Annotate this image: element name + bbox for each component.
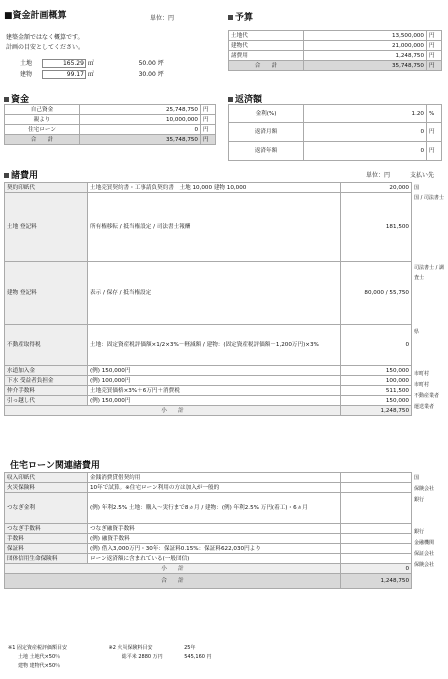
funds-value: 25,748,750 xyxy=(80,105,201,115)
building-sqm-input[interactable]: 99.17 xyxy=(42,70,86,79)
budget-title: 予算 xyxy=(228,10,253,23)
loan-title: 住宅ローン関連諸費用 xyxy=(10,461,100,471)
budget-label: 建物代 xyxy=(229,41,304,51)
misc-subtotal-label: 小 計 xyxy=(5,406,341,416)
grand-total-label: 合 計 xyxy=(5,574,341,589)
unit-label: 単位：円 xyxy=(150,15,175,22)
intro-line-2: 計画の目安としてください。 xyxy=(6,44,85,51)
budget-row: 土地代 13,500,000 円 xyxy=(229,31,442,41)
budget-label: 諸費用 xyxy=(229,51,304,61)
loan-payee-column: 国 保険会社 銀行 銀行 金融機関 保証会社 保険会社 xyxy=(414,475,435,568)
funds-value[interactable]: 10,000,000 xyxy=(80,115,201,125)
misc-table: 契約印紙代 土地売買契約書・工事請負契約書 土地 10,000 建物 10,000 20,000 土地 登記料 所有権移転 / 抵当権設定 / 司法書士報酬 181,500 建物 登記料 表示 / 保存 / 抵当権設定 80,000 / 55,750 不動産取得税 土地：固定資産税評価額×1/2×3%－軽減額 / 建物：(固定資産税評価額－1,200万円)×3% 0 水道加入金 (例) 150,000円 150,000 下水 受益者負担金 (例) 100,000円 100,000 仲介手数料 土地売買価格×3%＋6万円＋消費税 511,500 引っ越し代 (例) 150,000円 150,000 小 計 1,248,750 xyxy=(4,182,412,416)
repay-table: 金利(%) 1.20 % 返済月額 0 円 返済年額 0 円 xyxy=(228,104,442,161)
land-sqm-input[interactable]: 165.29 xyxy=(42,59,86,68)
budget-value[interactable]: 21,000,000 xyxy=(304,41,427,51)
building-label: 建物 xyxy=(20,71,33,78)
interest-rate-input[interactable]: 1.20 xyxy=(304,105,427,123)
budget-total-label: 合 計 xyxy=(229,61,304,71)
tsubo-unit: 坪 xyxy=(157,71,164,78)
funds-table: 自己資金 25,748,750 円 親より 10,000,000 円 住宅ローン 0 円 合 計 35,748,750 円 xyxy=(4,104,216,145)
misc-title: 諸費用 xyxy=(4,168,38,181)
building-tsubo: 30.00 xyxy=(138,71,156,78)
tsubo-unit: 坪 xyxy=(157,60,164,67)
budget-label: 土地代 xyxy=(229,31,304,41)
payee-column: 国 国 / 司法書士 司法書士 / 調査士 県 市町村 市町村 不動産業者 運送業者 xyxy=(414,185,444,410)
grand-total: 1,248,750 xyxy=(341,574,412,589)
funds-total-label: 合 計 xyxy=(5,135,80,145)
sqm-unit: ㎡ xyxy=(87,71,94,78)
budget-total-row: 合 計 35,748,750 円 xyxy=(229,61,442,71)
land-row xyxy=(20,58,210,68)
monthly-repay: 0 xyxy=(304,123,427,142)
funds-label: 親より xyxy=(5,115,80,125)
land-label: 土地 xyxy=(20,60,33,67)
funds-label: 住宅ローン xyxy=(5,125,80,135)
loan-subtotal-label: 小 計 xyxy=(5,564,341,574)
yearly-repay: 0 xyxy=(304,142,427,161)
funds-title: 資金 xyxy=(4,92,29,105)
page-title: ■資金計画概算 xyxy=(4,11,67,21)
funds-total: 35,748,750 xyxy=(80,135,201,145)
misc-unit: 単位：円 xyxy=(366,172,391,179)
budget-row: 諸費用 1,248,750 円 xyxy=(229,51,442,61)
budget-row: 建物代 21,000,000 円 xyxy=(229,41,442,51)
land-tsubo: 50.00 xyxy=(138,60,156,67)
repay-title: 返済額 xyxy=(228,92,262,105)
loan-table: 収入印紙代 金銭消費貸借契約用 火災保険料 10年で試算。※住宅ローン利用の方は加入が一般的 つなぎ金利 (例) 年利2.5% 土地：購入～実行まで8ヵ月 / 建物：(例) 年利2.5% 万円(着工)・6ヵ月 つなぎ手数料 つなぎ融資手数料 手数料 (例) 融資手数料 保証料 (例) 借入3,000万円・30年：保証料0.15%：保証料622,030円より 団体信用生命保険料 ローン返済額に含まれている(一般団信) 小 計 0 合 計 1,248,750 xyxy=(4,472,412,589)
loan-subtotal: 0 xyxy=(341,564,412,574)
budget-value: 1,248,750 xyxy=(304,51,427,61)
misc-subtotal: 1,248,750 xyxy=(341,406,412,416)
payee-header: 支払い先 xyxy=(410,172,435,179)
budget-value[interactable]: 13,500,000 xyxy=(304,31,427,41)
budget-total: 35,748,750 xyxy=(304,61,427,71)
funds-value: 0 xyxy=(80,125,201,135)
building-row xyxy=(20,69,210,79)
intro-line-1: 建築金額ではなく概算です。 xyxy=(6,34,84,41)
notes: ※1 固定資産税評価額目安 ※2 火災保険料目安 25年 土地 土地代×50％ 総平米 2880 万円 545,160 円 建物 建物代×50％ xyxy=(8,645,212,669)
budget-table xyxy=(228,30,442,71)
funds-label: 自己資金 xyxy=(5,105,80,115)
sqm-unit: ㎡ xyxy=(87,60,94,67)
